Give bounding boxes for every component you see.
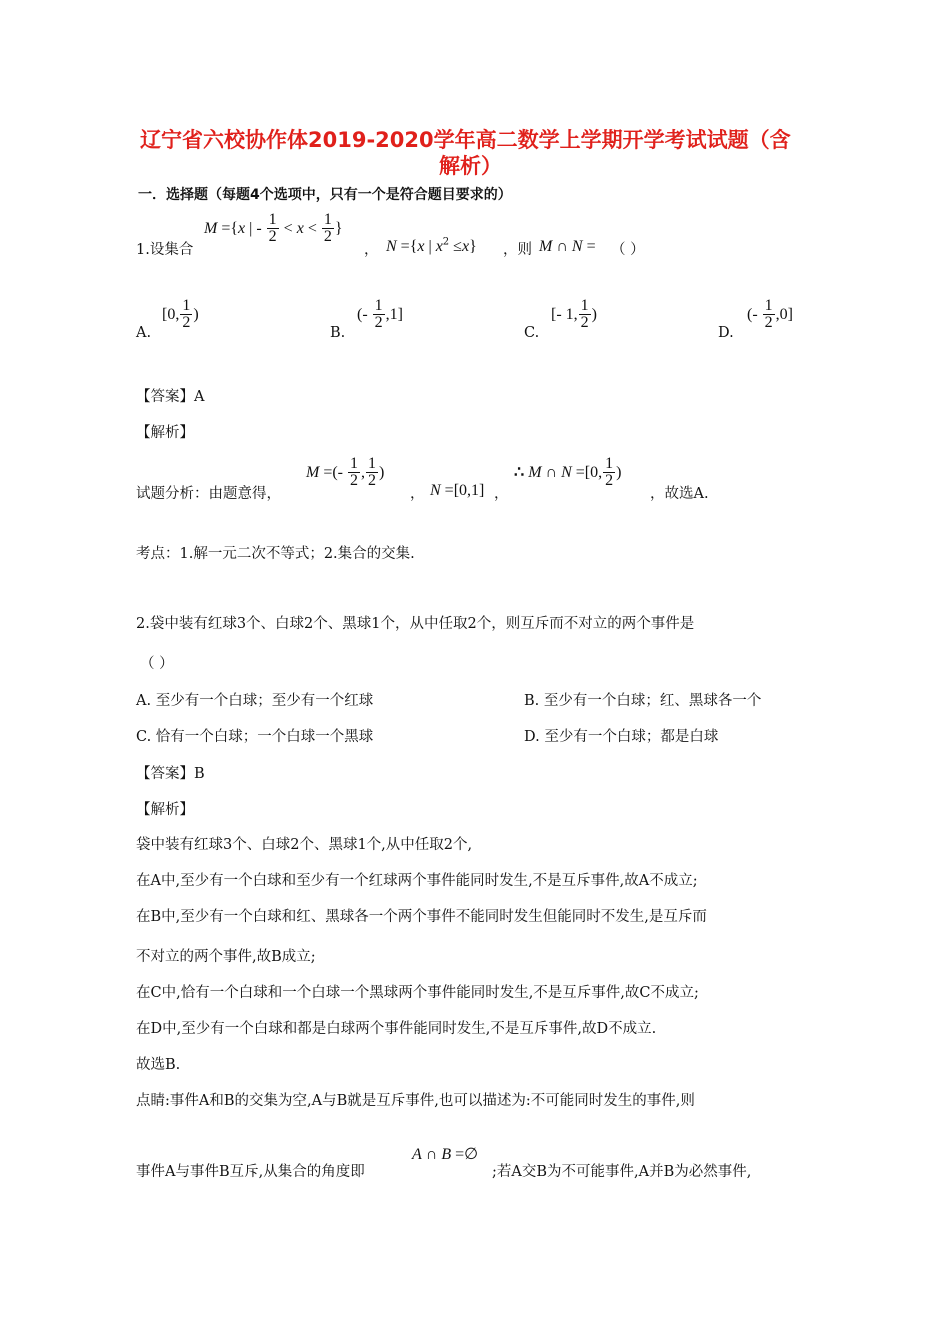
section-heading: 一．选择题（每题4个选项中，只有一个是符合题目要求的）	[138, 187, 512, 203]
q1-answer: 【答案】A	[136, 389, 205, 405]
document-title-line1: 辽宁省六校协作体2019-2020学年高二数学上学期开学考试试题（含	[140, 128, 791, 152]
document-title-line2: 解析）	[439, 154, 502, 178]
q1-option-a-label: A.	[136, 325, 152, 341]
q1-option-d-label: D.	[718, 325, 734, 341]
q2-option-d: D. 至少有一个白球；都是白球	[524, 729, 719, 745]
q2-analysis-line: 点睛:事件A和B的交集为空,A与B就是互斥事件,也可以描述为:不可能同时发生的事件,则	[136, 1093, 695, 1109]
q1-analysis-prefix: 试题分析：由题意得，	[136, 486, 281, 502]
q2-last-prefix: 事件A与事件B互斥,从集合的角度即	[136, 1164, 365, 1180]
q1-prefix: 1.设集合	[136, 242, 194, 258]
q1-analysis-m-formula: M =(- $\frac{1}{2}$ , $\frac{1}{2}$ )	[306, 455, 385, 489]
q2-analysis-line: 在D中,至少有一个白球和都是白球两个事件能同时发生,不是互斥事件,故D不成立.	[136, 1021, 657, 1037]
q1-comma: ，	[364, 242, 379, 258]
q1-kaodian: 考点：1.解一元二次不等式；2.集合的交集.	[136, 546, 415, 562]
q1-then: ，则	[503, 242, 532, 258]
q2-analysis-line: 在B中,至少有一个白球和红、黑球各一个两个事件不能同时发生但能同时不发生,是互斥而	[136, 909, 707, 925]
q1-option-a-formula: [0, $\frac{1}{2}$ )	[162, 297, 199, 331]
q2-option-c: C. 恰有一个白球；一个白球一个黑球	[136, 729, 374, 745]
q2-analysis-label: 【解析】	[136, 802, 194, 818]
q2-analysis-line: 在C中,恰有一个白球和一个白球一个黑球两个事件能同时发生,不是互斥事件,故C不成立;	[136, 985, 699, 1001]
q2-option-b: B. 至少有一个白球；红、黑球各一个	[524, 693, 762, 709]
q2-empty-intersection-formula: A ∩ B =∅	[412, 1146, 479, 1163]
q2-stem: 2.袋中装有红球3个、白球2个、黑球1个，从中任取2个，则互斥而不对立的两个事件是	[136, 616, 695, 632]
q1-set-m-formula: M ={x | - $\frac{1}{2}$ < x < $\frac{1}{2}$ }	[204, 211, 343, 245]
q2-analysis-line: 不对立的两个事件,故B成立;	[136, 949, 316, 965]
q1-analysis-suffix: ，故选A.	[650, 486, 709, 502]
q1-option-d-formula: (- $\frac{1}{2}$ ,0]	[747, 297, 793, 331]
q2-analysis-line: 故选B.	[136, 1057, 181, 1073]
q1-analysis-comma2: ，	[494, 486, 509, 502]
q1-option-b-formula: (- $\frac{1}{2}$ ,1]	[357, 297, 403, 331]
q2-last-suffix: ;若A交B为不可能事件,A并B为必然事件,	[492, 1164, 752, 1180]
q2-analysis-line: 在A中,至少有一个白球和至少有一个红球两个事件能同时发生,不是互斥事件,故A不成立;	[136, 873, 698, 889]
q1-analysis-comma: ，	[410, 486, 425, 502]
q1-analysis-label: 【解析】	[136, 425, 194, 441]
q2-answer: 【答案】B	[136, 766, 205, 782]
q2-option-a: A. 至少有一个白球；至少有一个红球	[136, 693, 374, 709]
q2-blank: （ ）	[140, 656, 174, 672]
q2-analysis-line: 袋中装有红球3个、白球2个、黑球1个,从中任取2个,	[136, 837, 473, 853]
q1-analysis-result-formula: ∴ M ∩ N =[0, $\frac{1}{2}$ )	[514, 455, 622, 489]
q1-set-n-formula: N ={x | $x^2 \le x$}	[386, 236, 477, 255]
q1-option-b-label: B.	[330, 325, 346, 341]
q1-option-c-formula: [- 1, $\frac{1}{2}$ )	[551, 297, 597, 331]
q1-option-c-label: C.	[524, 325, 540, 341]
q1-blank: （ ）	[611, 242, 645, 258]
q1-intersection-formula: M ∩ N =	[539, 238, 596, 255]
q1-analysis-n-formula: N =[0,1]	[430, 482, 485, 499]
